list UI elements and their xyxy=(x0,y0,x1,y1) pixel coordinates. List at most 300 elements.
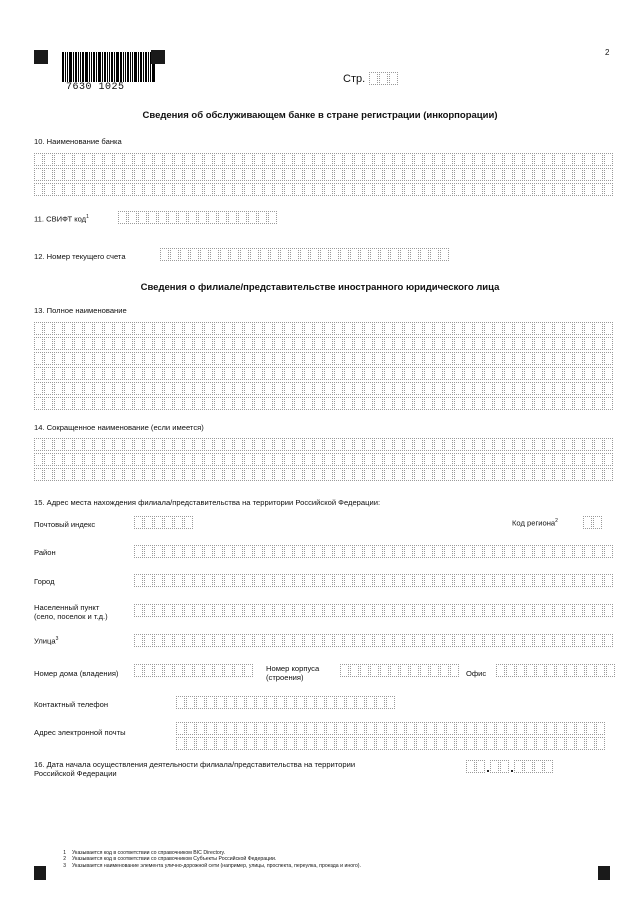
input-cell[interactable] xyxy=(124,322,133,335)
street-cells[interactable] xyxy=(134,634,614,649)
input-cell[interactable] xyxy=(484,438,493,451)
input-cell[interactable] xyxy=(306,722,315,735)
input-cell[interactable] xyxy=(44,153,53,166)
input-cell[interactable] xyxy=(134,337,143,350)
input-cell[interactable] xyxy=(374,183,383,196)
input-cell[interactable] xyxy=(154,367,163,380)
city-cells[interactable] xyxy=(134,574,614,589)
input-cell[interactable] xyxy=(370,248,379,261)
input-cell[interactable] xyxy=(454,574,463,587)
input-cell[interactable] xyxy=(404,367,413,380)
input-cell[interactable] xyxy=(364,352,373,365)
input-cell[interactable] xyxy=(514,337,523,350)
input-cell[interactable] xyxy=(454,397,463,410)
input-cell[interactable] xyxy=(504,153,513,166)
input-cell[interactable] xyxy=(264,438,273,451)
input-cell[interactable] xyxy=(524,760,533,773)
input-cell[interactable] xyxy=(474,468,483,481)
input-cell[interactable] xyxy=(554,453,563,466)
input-cell[interactable] xyxy=(434,634,443,647)
input-cell[interactable] xyxy=(584,183,593,196)
input-cell[interactable] xyxy=(124,153,133,166)
input-cell[interactable] xyxy=(174,352,183,365)
input-cell[interactable] xyxy=(254,574,263,587)
input-cell[interactable] xyxy=(238,211,247,224)
input-cell[interactable] xyxy=(184,397,193,410)
input-cell[interactable] xyxy=(204,183,213,196)
input-cell[interactable] xyxy=(134,183,143,196)
input-cell[interactable] xyxy=(414,352,423,365)
input-cell[interactable] xyxy=(514,604,523,617)
input-cell[interactable] xyxy=(504,438,513,451)
input-cell[interactable] xyxy=(474,153,483,166)
input-cell[interactable] xyxy=(34,153,43,166)
input-cell[interactable] xyxy=(74,337,83,350)
input-cell[interactable] xyxy=(544,468,553,481)
input-cell[interactable] xyxy=(504,367,513,380)
input-cell[interactable] xyxy=(114,453,123,466)
input-cell[interactable] xyxy=(194,168,203,181)
input-cell[interactable] xyxy=(326,737,335,750)
input-cell[interactable] xyxy=(516,664,525,677)
input-cell[interactable] xyxy=(384,604,393,617)
input-cell[interactable] xyxy=(514,382,523,395)
input-cell[interactable] xyxy=(400,664,409,677)
input-cell[interactable] xyxy=(424,545,433,558)
input-cell[interactable] xyxy=(196,737,205,750)
input-cell[interactable] xyxy=(424,397,433,410)
input-cell[interactable] xyxy=(248,211,257,224)
input-cell[interactable] xyxy=(334,545,343,558)
input-cell[interactable] xyxy=(188,211,197,224)
input-cell[interactable] xyxy=(534,604,543,617)
input-cell[interactable] xyxy=(114,438,123,451)
input-cell[interactable] xyxy=(514,183,523,196)
input-cell[interactable] xyxy=(386,737,395,750)
input-cell[interactable] xyxy=(356,737,365,750)
input-cell[interactable] xyxy=(304,604,313,617)
input-cell[interactable] xyxy=(154,574,163,587)
input-cell[interactable] xyxy=(404,168,413,181)
input-cell[interactable] xyxy=(186,722,195,735)
input-cell[interactable] xyxy=(426,737,435,750)
input-cell[interactable] xyxy=(574,634,583,647)
input-cell[interactable] xyxy=(504,574,513,587)
input-cell[interactable] xyxy=(204,367,213,380)
input-cell[interactable] xyxy=(374,322,383,335)
input-cell[interactable] xyxy=(534,183,543,196)
input-cell[interactable] xyxy=(494,352,503,365)
input-cell[interactable] xyxy=(360,248,369,261)
input-cell[interactable] xyxy=(164,664,173,677)
input-cell[interactable] xyxy=(400,248,409,261)
input-cell[interactable] xyxy=(544,760,553,773)
input-cell[interactable] xyxy=(394,468,403,481)
input-cell[interactable] xyxy=(374,397,383,410)
input-cell[interactable] xyxy=(114,322,123,335)
input-cell[interactable] xyxy=(240,248,249,261)
input-cell[interactable] xyxy=(54,453,63,466)
input-cell[interactable] xyxy=(294,382,303,395)
input-cell[interactable] xyxy=(354,337,363,350)
input-cell[interactable] xyxy=(114,153,123,166)
input-cell[interactable] xyxy=(194,664,203,677)
input-cell[interactable] xyxy=(464,183,473,196)
input-cell[interactable] xyxy=(84,453,93,466)
input-cell[interactable] xyxy=(496,664,505,677)
input-cell[interactable] xyxy=(586,737,595,750)
input-cell[interactable] xyxy=(254,397,263,410)
input-cell[interactable] xyxy=(184,664,193,677)
input-cell[interactable] xyxy=(466,760,475,773)
input-cell[interactable] xyxy=(604,438,613,451)
input-cell[interactable] xyxy=(316,722,325,735)
input-cell[interactable] xyxy=(360,664,369,677)
input-cell[interactable] xyxy=(414,168,423,181)
activity-start-date-cells[interactable] xyxy=(466,760,554,773)
input-cell[interactable] xyxy=(344,352,353,365)
input-cell[interactable] xyxy=(194,574,203,587)
input-cell[interactable] xyxy=(564,397,573,410)
input-cell[interactable] xyxy=(434,183,443,196)
input-cell[interactable] xyxy=(424,322,433,335)
input-cell[interactable] xyxy=(324,337,333,350)
input-cell[interactable] xyxy=(484,397,493,410)
input-cell[interactable] xyxy=(208,211,217,224)
input-cell[interactable] xyxy=(464,397,473,410)
input-cell[interactable] xyxy=(594,183,603,196)
input-cell[interactable] xyxy=(434,545,443,558)
input-cell[interactable] xyxy=(504,468,513,481)
input-cell[interactable] xyxy=(234,604,243,617)
input-cell[interactable] xyxy=(534,322,543,335)
input-cell[interactable] xyxy=(64,183,73,196)
input-cell[interactable] xyxy=(226,696,235,709)
input-cell[interactable] xyxy=(454,468,463,481)
account-number-cells[interactable] xyxy=(160,248,450,261)
input-cell[interactable] xyxy=(264,367,273,380)
input-cell[interactable] xyxy=(154,183,163,196)
input-cell[interactable] xyxy=(466,722,475,735)
input-cell[interactable] xyxy=(474,545,483,558)
input-cell[interactable] xyxy=(526,664,535,677)
input-cell[interactable] xyxy=(104,367,113,380)
input-cell[interactable] xyxy=(344,604,353,617)
input-cell[interactable] xyxy=(214,183,223,196)
input-cell[interactable] xyxy=(94,337,103,350)
input-cell[interactable] xyxy=(504,183,513,196)
input-cell[interactable] xyxy=(514,453,523,466)
input-cell[interactable] xyxy=(226,737,235,750)
input-cell[interactable] xyxy=(270,248,279,261)
input-cell[interactable] xyxy=(394,337,403,350)
input-cell[interactable] xyxy=(274,397,283,410)
input-cell[interactable] xyxy=(84,168,93,181)
input-cell[interactable] xyxy=(164,367,173,380)
input-cell[interactable] xyxy=(424,153,433,166)
input-cell[interactable] xyxy=(604,352,613,365)
input-cell[interactable] xyxy=(394,545,403,558)
input-cell[interactable] xyxy=(364,604,373,617)
input-cell[interactable] xyxy=(544,183,553,196)
input-cell[interactable] xyxy=(244,468,253,481)
input-cell[interactable] xyxy=(174,382,183,395)
input-cell[interactable] xyxy=(406,737,415,750)
input-cell[interactable] xyxy=(554,545,563,558)
input-cell[interactable] xyxy=(454,634,463,647)
input-cell[interactable] xyxy=(44,397,53,410)
input-cell[interactable] xyxy=(454,604,463,617)
input-cell[interactable] xyxy=(424,168,433,181)
input-cell[interactable] xyxy=(64,337,73,350)
input-cell[interactable] xyxy=(284,574,293,587)
input-cell[interactable] xyxy=(184,337,193,350)
input-cell[interactable] xyxy=(444,382,453,395)
input-cell[interactable] xyxy=(404,604,413,617)
input-cell[interactable] xyxy=(410,664,419,677)
input-cell[interactable] xyxy=(264,468,273,481)
settlement-cells[interactable] xyxy=(134,604,614,619)
input-cell[interactable] xyxy=(484,468,493,481)
input-cell[interactable] xyxy=(474,453,483,466)
input-cell[interactable] xyxy=(534,453,543,466)
input-cell[interactable] xyxy=(584,337,593,350)
input-cell[interactable] xyxy=(404,337,413,350)
input-cell[interactable] xyxy=(376,737,385,750)
input-cell[interactable] xyxy=(384,322,393,335)
input-cell[interactable] xyxy=(284,604,293,617)
input-cell[interactable] xyxy=(176,722,185,735)
input-cell[interactable] xyxy=(268,211,277,224)
input-cell[interactable] xyxy=(454,337,463,350)
input-cell[interactable] xyxy=(544,382,553,395)
input-cell[interactable] xyxy=(500,760,509,773)
input-cell[interactable] xyxy=(214,574,223,587)
input-cell[interactable] xyxy=(304,153,313,166)
input-cell[interactable] xyxy=(334,352,343,365)
input-cell[interactable] xyxy=(74,367,83,380)
input-cell[interactable] xyxy=(224,322,233,335)
input-cell[interactable] xyxy=(54,382,63,395)
input-cell[interactable] xyxy=(594,337,603,350)
input-cell[interactable] xyxy=(474,397,483,410)
input-cell[interactable] xyxy=(346,722,355,735)
input-cell[interactable] xyxy=(464,604,473,617)
input-cell[interactable] xyxy=(334,574,343,587)
input-cell[interactable] xyxy=(160,248,169,261)
input-cell[interactable] xyxy=(304,168,313,181)
input-cell[interactable] xyxy=(284,322,293,335)
input-cell[interactable] xyxy=(134,468,143,481)
input-cell[interactable] xyxy=(444,453,453,466)
input-cell[interactable] xyxy=(246,737,255,750)
input-cell[interactable] xyxy=(104,153,113,166)
input-cell[interactable] xyxy=(216,737,225,750)
input-cell[interactable] xyxy=(168,211,177,224)
input-cell[interactable] xyxy=(516,737,525,750)
input-cell[interactable] xyxy=(264,352,273,365)
input-cell[interactable] xyxy=(64,322,73,335)
input-cell[interactable] xyxy=(94,168,103,181)
input-cell[interactable] xyxy=(364,397,373,410)
input-cell[interactable] xyxy=(174,604,183,617)
input-cell[interactable] xyxy=(604,322,613,335)
input-cell[interactable] xyxy=(304,337,313,350)
input-cell[interactable] xyxy=(604,382,613,395)
input-cell[interactable] xyxy=(384,545,393,558)
input-cell[interactable] xyxy=(544,574,553,587)
input-cell[interactable] xyxy=(204,337,213,350)
input-cell[interactable] xyxy=(44,382,53,395)
input-cell[interactable] xyxy=(274,453,283,466)
input-cell[interactable] xyxy=(214,604,223,617)
input-cell[interactable] xyxy=(104,382,113,395)
input-cell[interactable] xyxy=(254,322,263,335)
input-cell[interactable] xyxy=(104,468,113,481)
input-cell[interactable] xyxy=(506,664,515,677)
input-cell[interactable] xyxy=(164,397,173,410)
input-cell[interactable] xyxy=(544,397,553,410)
input-cell[interactable] xyxy=(254,183,263,196)
input-cell[interactable] xyxy=(490,760,499,773)
input-cell[interactable] xyxy=(294,352,303,365)
input-cell[interactable] xyxy=(284,153,293,166)
input-cell[interactable] xyxy=(134,545,143,558)
input-cell[interactable] xyxy=(430,248,439,261)
input-cell[interactable] xyxy=(214,397,223,410)
input-cell[interactable] xyxy=(114,468,123,481)
district-cells[interactable] xyxy=(134,545,614,560)
input-cell[interactable] xyxy=(584,438,593,451)
input-cell[interactable] xyxy=(254,382,263,395)
input-cell[interactable] xyxy=(296,722,305,735)
input-cell[interactable] xyxy=(396,737,405,750)
input-cell[interactable] xyxy=(564,382,573,395)
input-cell[interactable] xyxy=(244,382,253,395)
input-cell[interactable] xyxy=(584,453,593,466)
house-number-cells[interactable] xyxy=(134,664,254,677)
input-cell[interactable] xyxy=(224,367,233,380)
input-cell[interactable] xyxy=(366,737,375,750)
input-cell[interactable] xyxy=(384,574,393,587)
input-cell[interactable] xyxy=(434,574,443,587)
input-cell[interactable] xyxy=(164,634,173,647)
short-name-cells[interactable] xyxy=(34,438,614,483)
input-cell[interactable] xyxy=(344,183,353,196)
input-cell[interactable] xyxy=(524,545,533,558)
input-cell[interactable] xyxy=(364,337,373,350)
input-cell[interactable] xyxy=(484,574,493,587)
input-cell[interactable] xyxy=(474,322,483,335)
input-cell[interactable] xyxy=(354,153,363,166)
input-cell[interactable] xyxy=(134,352,143,365)
input-cell[interactable] xyxy=(404,634,413,647)
input-cell[interactable] xyxy=(564,453,573,466)
input-cell[interactable] xyxy=(284,168,293,181)
input-cell[interactable] xyxy=(564,337,573,350)
input-cell[interactable] xyxy=(374,545,383,558)
input-cell[interactable] xyxy=(494,604,503,617)
input-cell[interactable] xyxy=(236,696,245,709)
input-cell[interactable] xyxy=(420,664,429,677)
input-cell[interactable] xyxy=(54,183,63,196)
input-cell[interactable] xyxy=(504,397,513,410)
input-cell[interactable] xyxy=(534,438,543,451)
input-cell[interactable] xyxy=(514,438,523,451)
input-cell[interactable] xyxy=(164,574,173,587)
input-cell[interactable] xyxy=(64,453,73,466)
input-cell[interactable] xyxy=(64,352,73,365)
input-cell[interactable] xyxy=(184,545,193,558)
input-cell[interactable] xyxy=(294,397,303,410)
input-cell[interactable] xyxy=(464,574,473,587)
input-cell[interactable] xyxy=(394,168,403,181)
input-cell[interactable] xyxy=(454,352,463,365)
input-cell[interactable] xyxy=(340,664,349,677)
input-cell[interactable] xyxy=(494,453,503,466)
input-cell[interactable] xyxy=(224,352,233,365)
input-cell[interactable] xyxy=(426,722,435,735)
input-cell[interactable] xyxy=(216,722,225,735)
region-code-cells[interactable] xyxy=(583,516,603,529)
input-cell[interactable] xyxy=(416,722,425,735)
input-cell[interactable] xyxy=(386,722,395,735)
input-cell[interactable] xyxy=(64,168,73,181)
input-cell[interactable] xyxy=(244,453,253,466)
input-cell[interactable] xyxy=(394,367,403,380)
input-cell[interactable] xyxy=(84,183,93,196)
input-cell[interactable] xyxy=(304,634,313,647)
input-cell[interactable] xyxy=(314,574,323,587)
input-cell[interactable] xyxy=(534,153,543,166)
input-cell[interactable] xyxy=(266,722,275,735)
input-cell[interactable] xyxy=(524,153,533,166)
input-cell[interactable] xyxy=(514,574,523,587)
input-cell[interactable] xyxy=(304,322,313,335)
input-cell[interactable] xyxy=(444,468,453,481)
input-cell[interactable] xyxy=(534,468,543,481)
input-cell[interactable] xyxy=(254,604,263,617)
input-cell[interactable] xyxy=(134,453,143,466)
input-cell[interactable] xyxy=(54,337,63,350)
input-cell[interactable] xyxy=(474,574,483,587)
input-cell[interactable] xyxy=(594,438,603,451)
input-cell[interactable] xyxy=(484,367,493,380)
input-cell[interactable] xyxy=(366,696,375,709)
input-cell[interactable] xyxy=(314,153,323,166)
input-cell[interactable] xyxy=(114,367,123,380)
input-cell[interactable] xyxy=(314,168,323,181)
input-cell[interactable] xyxy=(374,168,383,181)
input-cell[interactable] xyxy=(384,168,393,181)
input-cell[interactable] xyxy=(204,634,213,647)
input-cell[interactable] xyxy=(344,153,353,166)
input-cell[interactable] xyxy=(574,468,583,481)
input-cell[interactable] xyxy=(586,722,595,735)
input-cell[interactable] xyxy=(174,545,183,558)
input-cell[interactable] xyxy=(336,737,345,750)
input-cell[interactable] xyxy=(314,337,323,350)
input-cell[interactable] xyxy=(434,382,443,395)
input-cell[interactable] xyxy=(204,438,213,451)
input-cell[interactable] xyxy=(144,367,153,380)
input-cell[interactable] xyxy=(584,397,593,410)
input-cell[interactable] xyxy=(254,367,263,380)
input-cell[interactable] xyxy=(354,168,363,181)
input-cell[interactable] xyxy=(74,438,83,451)
input-cell[interactable] xyxy=(306,696,315,709)
input-cell[interactable] xyxy=(444,438,453,451)
